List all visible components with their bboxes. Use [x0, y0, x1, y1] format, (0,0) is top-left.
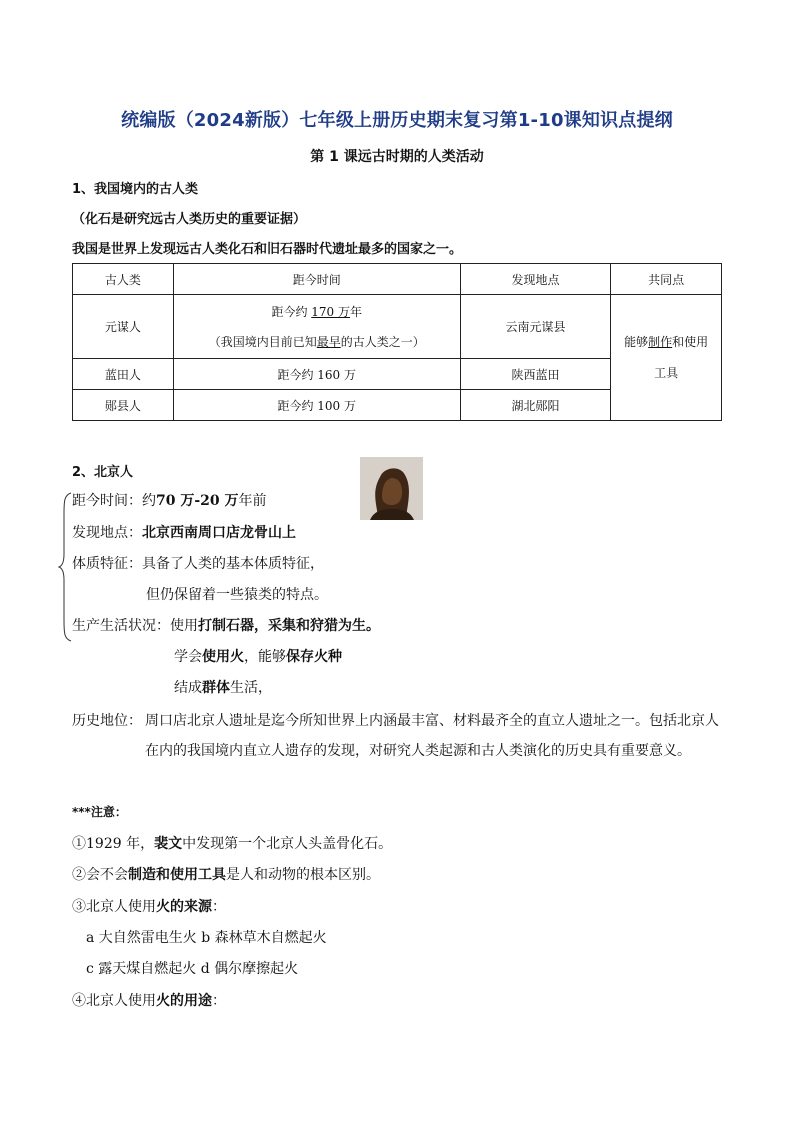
- section-1-heading: 1、我国境内的古人类: [72, 182, 199, 197]
- section-1-fact: 我国是世界上发现远古人类化石和旧石器时代遗址最多的国家之一。: [72, 242, 463, 257]
- trait-line-2: 但仍保留着一些猿类的特点。: [146, 587, 328, 603]
- notes-heading: ***注意：: [72, 805, 127, 819]
- table-header: 共同点: [611, 264, 722, 295]
- place-line: 发现地点：北京西南周口店龙骨山上: [72, 525, 296, 541]
- table-cell: 距今约 170 万年 （我国境内目前已知最早的古人类之一）: [173, 295, 460, 359]
- table-cell: 云南元谋县: [460, 295, 611, 359]
- peking-man-bust-image: [360, 457, 423, 520]
- curly-brace-icon: [58, 492, 72, 642]
- note-1: ①1929 年，裴文中发现第一个北京人头盖骨化石。: [72, 836, 393, 852]
- note-4: ④北京人使用火的用途：: [72, 993, 226, 1009]
- table-cell: 蓝田人: [73, 359, 174, 390]
- table-header: 发现地点: [460, 264, 611, 295]
- life-line: 生产生活状况：使用打制石器，采集和狩猎为生。: [72, 618, 380, 634]
- life-line-2: 学会使用火，能够保存火种: [174, 649, 342, 665]
- table-cell-common: 能够制作和使用 工具: [611, 295, 722, 421]
- ancient-humans-table: [72, 263, 722, 421]
- document-title: 统编版（2024新版）七年级上册历史期末复习第1-10课知识点提纲: [121, 110, 673, 131]
- historical-status: 历史地位： 周口店北京人遗址是迄今所知世界上内涵最丰富、材料最齐全的直立人遗址之一。包括北京人在内的我国境内直立人遗存的发现，对研究人类起源和古人类演化的历史具有重要意义。: [72, 713, 719, 759]
- table-header: 距今时间: [173, 264, 460, 295]
- section-2-heading: 2、北京人: [72, 465, 134, 480]
- table-row: [73, 295, 722, 359]
- note-3-a: a 大自然雷电生火 b 森林草木自燃起火: [86, 930, 327, 946]
- life-line-3: 结成群体生活，: [174, 680, 272, 696]
- lesson-title: 第 1 课远古时期的人类活动: [310, 149, 484, 165]
- time-line: 距今时间：约70 万-20 万年前: [72, 493, 267, 509]
- table-header: 古人类: [73, 264, 174, 295]
- table-cell: 湖北郧阳: [460, 390, 611, 421]
- table-cell: 陕西蓝田: [460, 359, 611, 390]
- table-cell: 元谋人: [73, 295, 174, 359]
- table-cell: 距今约 160 万: [173, 359, 460, 390]
- note-2: ②会不会制造和使用工具是人和动物的根本区别。: [72, 867, 380, 883]
- table-cell: 距今约 100 万: [173, 390, 460, 421]
- trait-line: 体质特征：具备了人类的基本体质特征，: [72, 556, 324, 572]
- note-3-c: c 露天煤自燃起火 d 偶尔摩擦起火: [86, 961, 299, 977]
- table-cell: 郧县人: [73, 390, 174, 421]
- section-1-note: （化石是研究远古人类历史的重要证据）: [72, 212, 307, 227]
- note-3: ③北京人使用火的来源：: [72, 899, 226, 915]
